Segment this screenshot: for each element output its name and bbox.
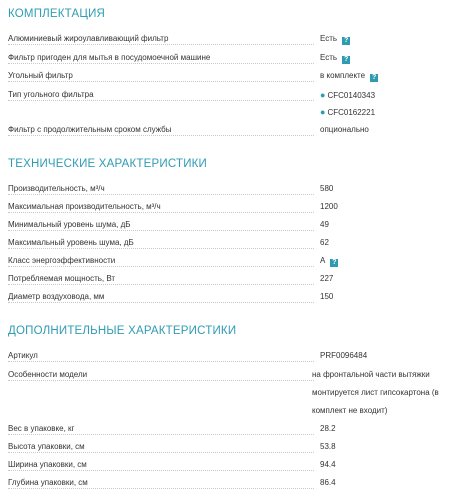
- spec-value: 580: [320, 184, 334, 193]
- row-dots: [8, 434, 314, 435]
- help-icon[interactable]: ?: [371, 74, 377, 81]
- row-dots: [8, 248, 314, 249]
- spec-value: 86.4: [320, 478, 336, 487]
- row-dots: [8, 452, 314, 453]
- value-text: Есть: [320, 34, 338, 43]
- spec-row: [8, 238, 448, 252]
- spec-row: [8, 274, 448, 288]
- row-dots: [8, 135, 314, 136]
- spec-label: Особенности модели: [8, 370, 88, 379]
- spec-row: [8, 460, 448, 474]
- spec-row: [8, 351, 448, 365]
- spec-value: 53.8: [320, 442, 336, 451]
- row-dots: [8, 361, 314, 362]
- spec-value: PRF0096484: [320, 351, 368, 360]
- value-text: CFC0162221: [327, 108, 376, 117]
- help-icon[interactable]: ?: [332, 259, 337, 266]
- row-dots: [8, 81, 314, 82]
- spec-value: 28.2: [320, 424, 336, 433]
- spec-value: опционально: [320, 125, 369, 134]
- row-dots: [8, 266, 314, 267]
- spec-value-line: на фронтальной части вытяжки: [312, 370, 430, 379]
- spec-label: Производительность, м³/ч: [8, 184, 105, 193]
- spec-label: Артикул: [8, 351, 38, 360]
- spec-label: Потребляемая мощность, Вт: [8, 274, 116, 283]
- spec-value: 62: [320, 238, 329, 247]
- section-title-specs: ТЕХНИЧЕСКИЕ ХАРАКТЕРИСТИКИ: [8, 158, 208, 170]
- row-dots: [8, 302, 314, 303]
- spec-label: Диаметр воздуховода, мм: [8, 292, 105, 301]
- row-dots: [8, 63, 314, 64]
- spec-row: [8, 90, 448, 104]
- spec-row: [8, 202, 448, 216]
- spec-value: [320, 71, 378, 82]
- value-text: Есть: [320, 53, 338, 62]
- spec-row: [8, 424, 448, 438]
- spec-value-line: комплект не входит): [312, 406, 388, 415]
- row-dots: [8, 44, 314, 45]
- spec-value: 49: [320, 220, 329, 229]
- help-icon[interactable]: ?: [343, 56, 349, 63]
- row-dots: [8, 230, 314, 231]
- bullet-icon: ●: [320, 107, 326, 117]
- section-title-additional: ДОПОЛНИТЕЛЬНЫЕ ХАРАКТЕРИСТИКИ: [8, 325, 237, 337]
- spec-value: [320, 90, 375, 100]
- spec-label: Максимальный уровень шума, дБ: [8, 238, 134, 247]
- spec-row: [8, 53, 448, 67]
- spec-row: [8, 292, 448, 306]
- spec-value: 1200: [320, 202, 338, 211]
- spec-value: [320, 34, 350, 45]
- spec-value: 227: [320, 274, 334, 283]
- spec-row: [8, 125, 448, 139]
- spec-value-line: монтируется лист гипсокартона (в: [312, 388, 439, 397]
- spec-label: Алюминиевый жироулавливающий фильтр: [8, 34, 169, 43]
- spec-row: [8, 71, 448, 85]
- spec-label: Максимальная производительность, м³/ч: [8, 202, 161, 211]
- bullet-icon: ●: [320, 90, 326, 100]
- spec-label: Угольный фильтр: [8, 71, 73, 80]
- spec-row: [8, 256, 448, 270]
- spec-label: Минимальный уровень шума, дБ: [8, 220, 131, 229]
- row-dots: [8, 470, 314, 471]
- spec-row: [8, 220, 448, 234]
- spec-label: Высота упаковки, см: [8, 442, 85, 451]
- row-dots: [8, 212, 314, 213]
- value-text: в комплекте: [320, 71, 366, 80]
- row-dots: [8, 284, 314, 285]
- spec-row: [8, 107, 448, 121]
- spec-value: [320, 256, 338, 267]
- spec-value: [320, 53, 350, 64]
- spec-label: Глубина упаковки, см: [8, 478, 88, 487]
- value-text: CFC0140343: [327, 91, 376, 100]
- section-title-equipment: КОМПЛЕКТАЦИЯ: [8, 8, 106, 20]
- spec-label: Фильтр пригоден для мытья в посудомоечной машине: [8, 53, 211, 62]
- spec-label: Ширина упаковки, см: [8, 460, 87, 469]
- spec-row: [8, 34, 448, 48]
- spec-value: [320, 107, 375, 117]
- row-dots: [8, 488, 314, 489]
- row-dots: [8, 380, 314, 381]
- spec-label: Класс энергоэффективности: [8, 256, 116, 265]
- spec-value: 94.4: [320, 460, 336, 469]
- help-icon[interactable]: ?: [343, 37, 349, 44]
- row-dots: [8, 100, 314, 101]
- value-text: A: [320, 256, 326, 265]
- spec-row: [8, 184, 448, 198]
- spec-label: Вес в упаковке, кг: [8, 424, 75, 433]
- spec-label: Фильтр с продолжительным сроком службы: [8, 125, 172, 134]
- spec-value: 150: [320, 292, 334, 301]
- spec-row: [8, 442, 448, 456]
- spec-row: [8, 478, 448, 492]
- spec-label: Тип угольного фильтра: [8, 90, 94, 99]
- row-dots: [8, 194, 314, 195]
